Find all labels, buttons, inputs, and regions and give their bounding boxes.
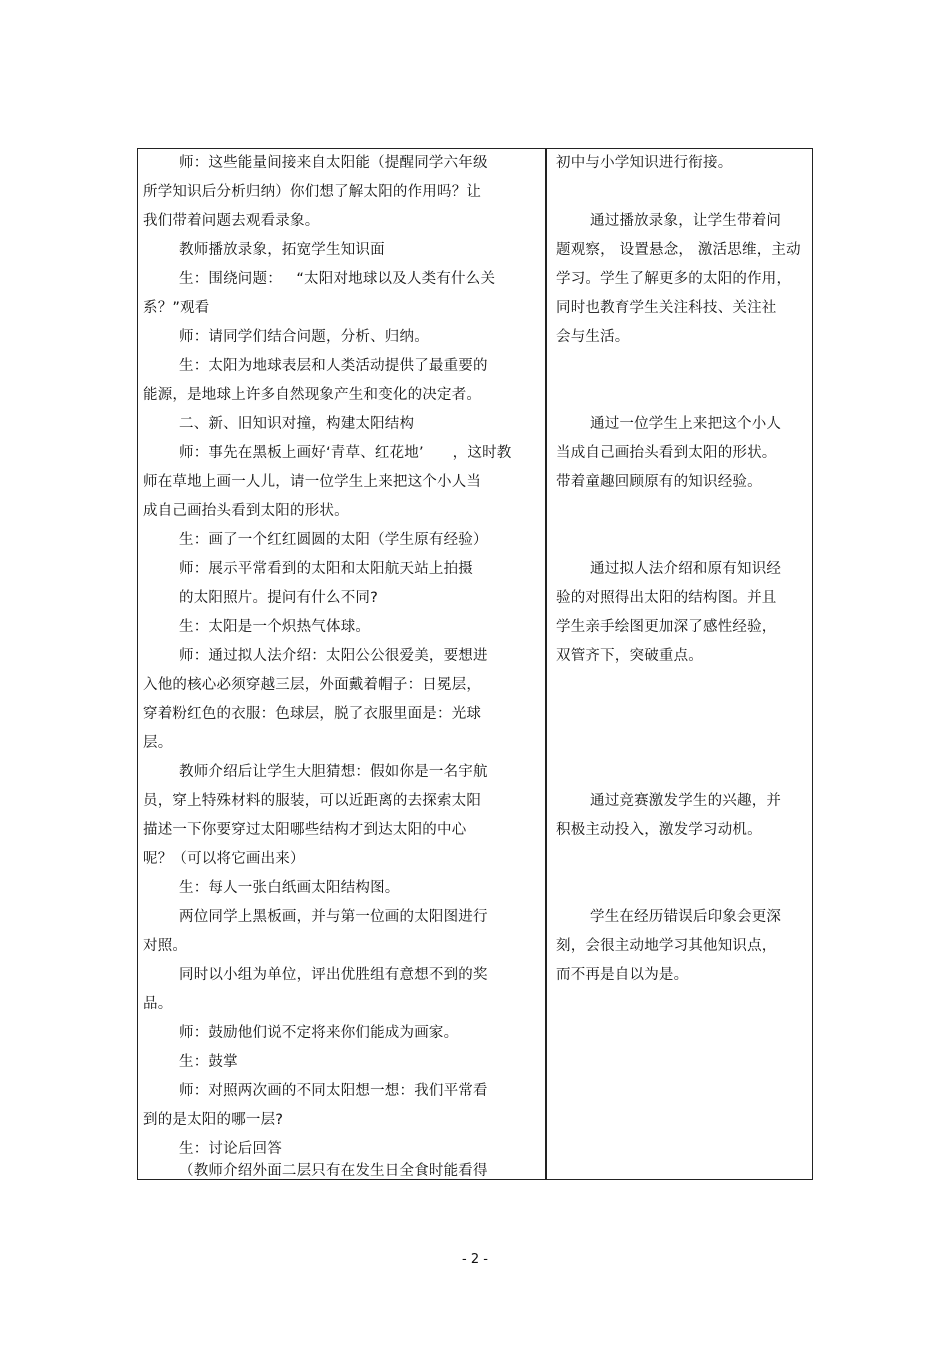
right-line: 同时也教育学生关注科技、关注社 bbox=[556, 300, 777, 316]
left-line: 生：讨论后回答 bbox=[179, 1141, 282, 1157]
lesson-table bbox=[137, 148, 813, 1180]
left-line: 生：太阳为地球表层和人类活动提供了最重要的 bbox=[179, 358, 488, 374]
left-line: 师：展示平常看到的太阳和太阳航天站上拍摄 bbox=[179, 561, 473, 577]
left-line: 我们带着问题去观看录象。 bbox=[143, 213, 320, 229]
right-line: 通过播放录象，让学生带着问 bbox=[590, 213, 782, 229]
right-line: 通过一位学生上来把这个小人 bbox=[590, 416, 782, 432]
left-line: 生：围绕问题： “太阳对地球以及人类有什么关 bbox=[179, 271, 496, 287]
left-line: 成自己画抬头看到太阳的形状。 bbox=[143, 503, 349, 519]
right-line: 刻，会很主动地学习其他知识点， bbox=[556, 938, 777, 954]
left-line: 的太阳照片。提问有什么不同? bbox=[179, 590, 378, 606]
right-column bbox=[138, 149, 812, 1179]
left-line: 教师介绍后让学生大胆猜想：假如你是一名宇航 bbox=[179, 764, 488, 780]
right-line: 积极主动投入，激发学习动机。 bbox=[556, 822, 762, 838]
right-line: 学习。学生了解更多的太阳的作用， bbox=[556, 271, 792, 287]
left-line: 教师播放录象，拓宽学生知识面 bbox=[179, 242, 385, 258]
left-line: 层。 bbox=[143, 735, 173, 751]
left-line: 对照。 bbox=[143, 938, 188, 954]
right-line: 通过竞赛激发学生的兴趣，并 bbox=[590, 793, 782, 809]
right-line: 学生亲手绘图更加深了感性经验， bbox=[556, 619, 777, 635]
right-line: 学生在经历错误后印象会更深 bbox=[590, 909, 782, 925]
left-line: 所学知识后分析归纳）你们想了解太阳的作用吗？让 bbox=[143, 184, 482, 200]
right-line: 题观察， 设置悬念， 激活思维，主动 bbox=[556, 242, 801, 258]
right-line: 而不再是自以为是。 bbox=[556, 967, 689, 983]
right-line: 双管齐下，突破重点。 bbox=[556, 648, 703, 664]
left-line: 师：请同学们结合问题，分析、归纳。 bbox=[179, 329, 429, 345]
left-line: 系？”观看 bbox=[143, 300, 210, 316]
left-line: 生：鼓掌 bbox=[179, 1054, 238, 1070]
left-line: 呢？（可以将它画出来） bbox=[143, 851, 305, 867]
left-line: 师：事先在黑板上画好‘青草、红花地’ ，这时教 bbox=[179, 445, 512, 461]
left-line: 入他的核心必须穿越三层，外面戴着帽子：日冕层， bbox=[143, 677, 482, 693]
right-line: 通过拟人法介绍和原有知识经 bbox=[590, 561, 782, 577]
left-line: （教师介绍外面二层只有在发生日全食时能看得 bbox=[179, 1163, 488, 1179]
left-line: 师在草地上画一人儿，请一位学生上来把这个小人当 bbox=[143, 474, 482, 490]
left-line: 员，穿上特殊材料的服装，可以近距离的去探索太阳 bbox=[143, 793, 482, 809]
right-line: 带着童趣回顾原有的知识经验。 bbox=[556, 474, 762, 490]
right-line: 当成自己画抬头看到太阳的形状。 bbox=[556, 445, 777, 461]
left-line: 描述一下你要穿过太阳哪些结构才到达太阳的中心 bbox=[143, 822, 467, 838]
left-line: 生：每人一张白纸画太阳结构图。 bbox=[179, 880, 400, 896]
left-line: 能源，是地球上许多自然现象产生和变化的决定者。 bbox=[143, 387, 482, 403]
left-line: 同时以小组为单位，评出优胜组有意想不到的奖 bbox=[179, 967, 488, 983]
right-line: 验的对照得出太阳的结构图。并且 bbox=[556, 590, 777, 606]
left-line: 师：对照两次画的不同太阳想一想：我们平常看 bbox=[179, 1083, 488, 1099]
left-line: 两位同学上黑板画，并与第一位画的太阳图进行 bbox=[179, 909, 488, 925]
left-line: 师：这些能量间接来自太阳能（提醒同学六年级 bbox=[179, 155, 488, 171]
left-line: 穿着粉红色的衣服：色球层，脱了衣服里面是：光球 bbox=[143, 706, 482, 722]
left-line: 师：鼓励他们说不定将来你们能成为画家。 bbox=[179, 1025, 459, 1041]
right-line: 会与生活。 bbox=[556, 329, 630, 345]
left-line: 生：太阳是一个炽热气体球。 bbox=[179, 619, 371, 635]
left-line: 到的是太阳的哪一层? bbox=[143, 1112, 284, 1128]
page-number: - 2 - bbox=[462, 1252, 488, 1267]
left-line: 品。 bbox=[143, 996, 173, 1012]
left-line: 师：通过拟人法介绍：太阳公公很爱美，要想进 bbox=[179, 648, 488, 664]
right-line: 初中与小学知识进行衔接。 bbox=[556, 155, 733, 171]
left-line: 生：画了一个红红圆圆的太阳（学生原有经验） bbox=[179, 532, 488, 548]
left-line: 二、新、旧知识对撞，构建太阳结构 bbox=[179, 416, 415, 432]
